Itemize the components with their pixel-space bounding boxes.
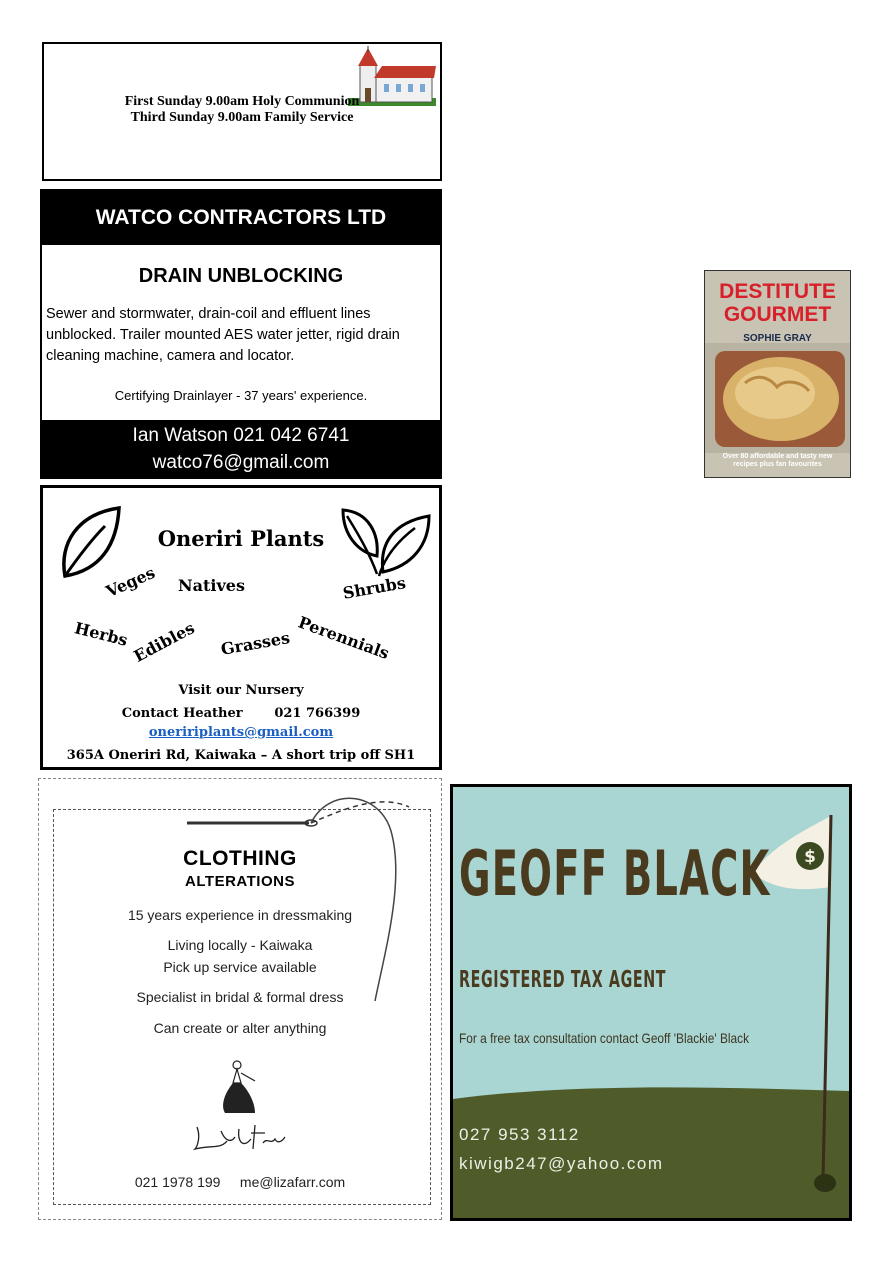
category-herbs: Herbs	[72, 618, 130, 650]
watco-ad	[40, 189, 442, 479]
category-veges: Veges	[103, 562, 158, 602]
feature-line: Pick up service available	[163, 959, 317, 975]
church-notice	[42, 42, 442, 181]
needle-thread-icon	[179, 791, 419, 1011]
svg-text:$: $	[804, 847, 816, 867]
dollar-flag-icon	[795, 841, 825, 871]
service-description: Sewer and stormwater, drain-coil and effluent lines unblocked. Trailer mounted AES water jetter, rigid drain cleaning machine, camera and locator.	[46, 306, 400, 364]
company-name: WATCO CONTRACTORS LTD	[42, 191, 440, 245]
contact-phone: Ian Watson 021 042 6741	[132, 425, 350, 446]
category-shrubs: Shrubs	[341, 573, 408, 603]
clothing-subtitle: ALTERATIONS	[185, 873, 295, 890]
book-cover	[704, 270, 851, 478]
agent-email: kiwigb247@yahoo.com	[459, 1154, 664, 1173]
category-perennials: Perennials	[295, 612, 392, 663]
clothing-title: CLOTHING	[183, 847, 297, 870]
visit-nursery: Visit our Nursery	[178, 683, 304, 698]
book-title-2: GOURMET	[723, 303, 832, 326]
nursery-title: Oneriri Plants	[157, 526, 325, 551]
service-line-2: Third Sunday 9.00am Family Service	[130, 110, 354, 125]
book-author: SOPHIE GRAY	[743, 333, 812, 344]
geoff-black-ad	[450, 784, 852, 1221]
contact-phone: 021 766399	[274, 706, 361, 721]
category-edibles: Edibles	[130, 618, 198, 666]
category-grasses: Grasses	[219, 628, 292, 659]
signature-logo	[191, 1119, 291, 1155]
category-natives: Natives	[178, 576, 245, 595]
service-heading: DRAIN UNBLOCKING	[138, 265, 344, 287]
email-link[interactable]: oneririplants@gmail.com	[148, 725, 334, 740]
contact-label: Contact Heather	[121, 706, 243, 721]
feature-line: 15 years experience in dressmaking	[127, 907, 353, 923]
pie-dish-image	[705, 343, 851, 453]
certification: Certifying Drainlayer - 37 years' experience.	[114, 388, 368, 403]
dress-figure-icon	[215, 1059, 265, 1117]
feature-line: Living locally - Kaiwaka	[167, 937, 313, 953]
agent-role: REGISTERED TAX AGENT	[459, 967, 667, 993]
contact-email: watco76@gmail.com	[152, 452, 330, 473]
clothing-contact	[39, 1174, 441, 1190]
address: 365A Oneriri Rd, Kaiwaka – A short trip off SH1	[66, 748, 416, 763]
oneriri-ad	[40, 485, 442, 770]
book-tagline: Over 80 affordable and tasty new recipes plus fan favourites	[722, 453, 833, 468]
feature-line: Can create or alter anything	[153, 1020, 327, 1036]
agent-phone: 027 953 3112	[459, 1125, 580, 1144]
service-line-1: First Sunday 9.00am Holy Communion	[124, 94, 360, 109]
book-title-1: DESTITUTE	[719, 280, 836, 303]
contact-bar	[42, 420, 440, 477]
clothing-phone: 021 1978 199	[134, 1174, 221, 1190]
clothing-email: me@lizafarr.com	[239, 1174, 346, 1190]
contact-line	[43, 706, 439, 721]
consultation-text: For a free tax consultation contact Geoff 'Blackie' Black	[459, 1030, 750, 1046]
clothing-ad	[38, 778, 442, 1220]
feature-line: Specialist in bridal & formal dress	[136, 989, 344, 1005]
agent-name: GEOFF BLACK	[459, 837, 771, 910]
